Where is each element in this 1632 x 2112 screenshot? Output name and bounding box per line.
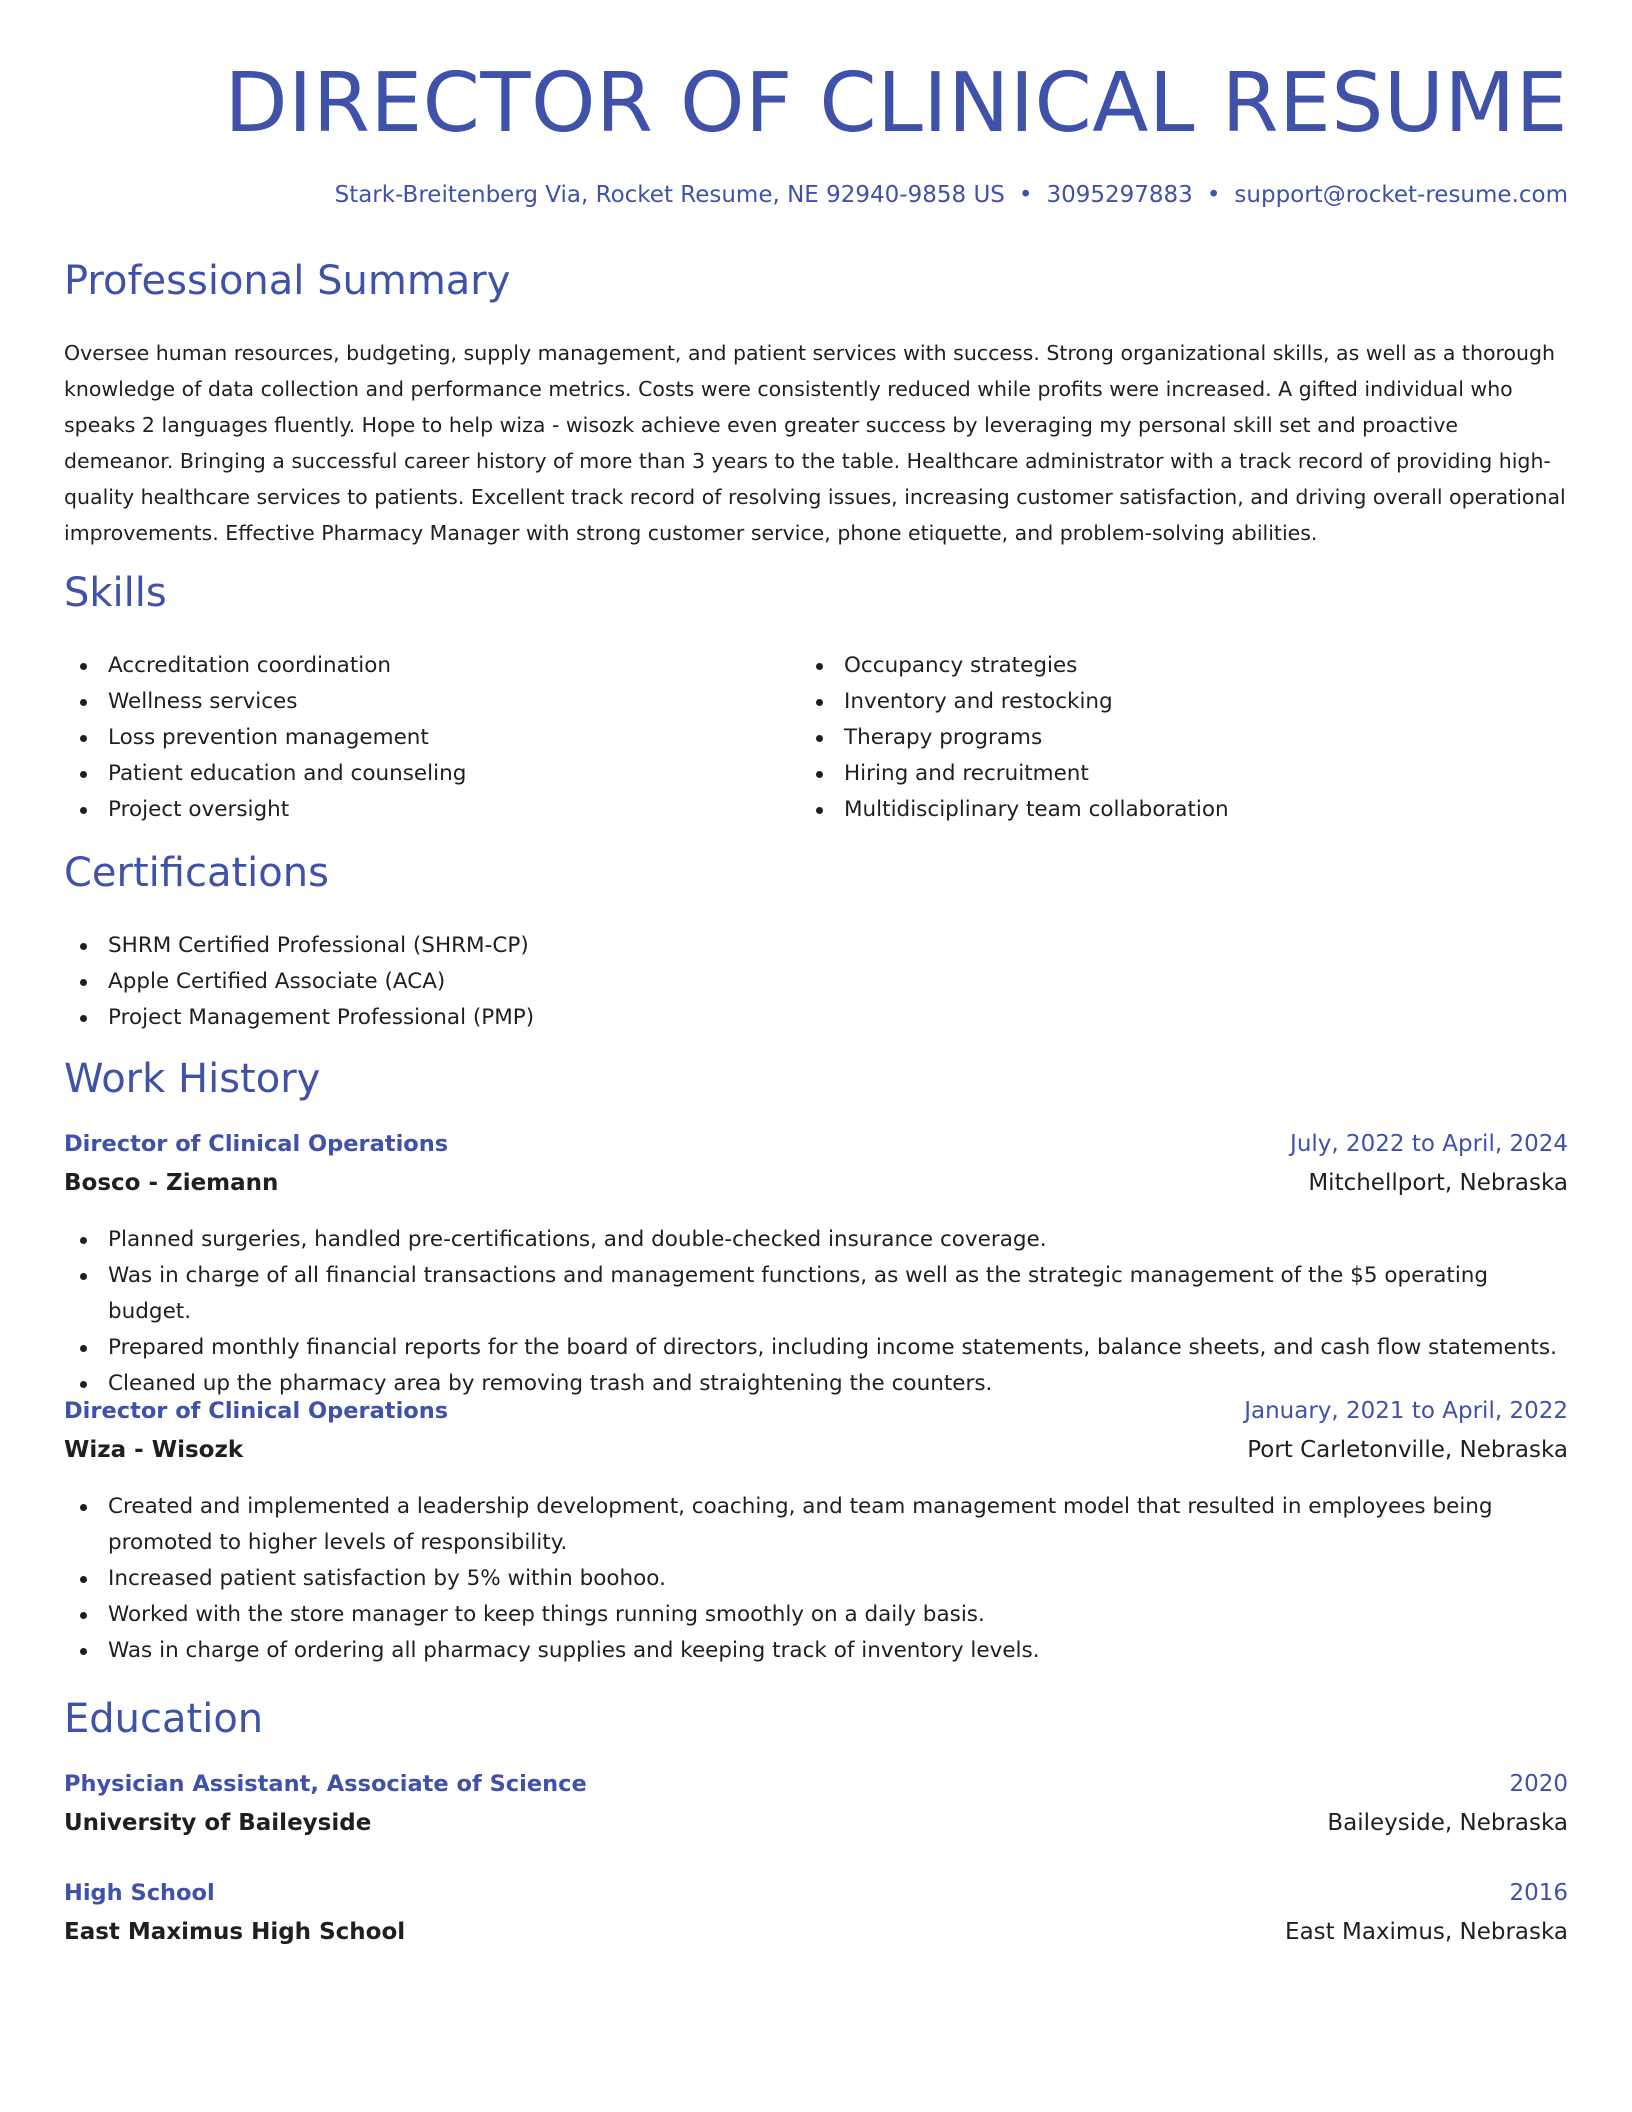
- education-school: East Maximus High School: [64, 1919, 406, 1945]
- job-bullets: [64, 1222, 1568, 1402]
- job-company-row: [64, 1437, 1568, 1463]
- skill-item: Accreditation coordination: [64, 648, 466, 684]
- education-header-row: [64, 1880, 1568, 1906]
- contact-email[interactable]: support@rocket-resume.com: [1234, 182, 1568, 208]
- skill-item: Inventory and restocking: [800, 684, 1229, 720]
- job-bullet: Worked with the store manager to keep things running smoothly on a daily basis.: [64, 1597, 1568, 1633]
- contact-separator: •: [1206, 182, 1221, 208]
- skills-heading: Skills: [64, 570, 167, 616]
- job-bullets: [64, 1489, 1568, 1669]
- education-year: 2020: [1509, 1771, 1568, 1797]
- contact-line: [64, 182, 1568, 208]
- job-company: Wiza - Wisozk: [64, 1437, 244, 1463]
- education-degree: High School: [64, 1880, 215, 1906]
- skill-item: Therapy programs: [800, 720, 1229, 756]
- contact-separator: •: [1018, 182, 1033, 208]
- education-school-row: [64, 1919, 1568, 1945]
- job-title: Director of Clinical Operations: [64, 1131, 449, 1157]
- education-school: University of Baileyside: [64, 1810, 372, 1836]
- job-dates: January, 2021 to April, 2022: [1244, 1398, 1568, 1424]
- education-year: 2016: [1509, 1880, 1568, 1906]
- education-heading: Education: [64, 1696, 264, 1742]
- skill-item: Wellness services: [64, 684, 466, 720]
- job-title: Director of Clinical Operations: [64, 1398, 449, 1424]
- skill-item: Hiring and recruitment: [800, 756, 1229, 792]
- certification-item: Apple Certified Associate (ACA): [64, 964, 534, 1000]
- job-bullet: Created and implemented a leadership development, coaching, and team management model that resulted in employees being promoted to higher levels of responsibility.: [64, 1489, 1568, 1561]
- job-company-row: [64, 1170, 1568, 1196]
- job-header-row: [64, 1398, 1568, 1424]
- summary-heading: Professional Summary: [64, 258, 511, 304]
- job-bullet: Prepared monthly financial reports for the board of directors, including income statements, balance sheets, and cash flow statements.: [64, 1330, 1568, 1366]
- education-location: Baileyside, Nebraska: [1327, 1810, 1568, 1836]
- job-header-row: [64, 1131, 1568, 1157]
- skills-list-right: [800, 648, 1229, 828]
- skill-item: Occupancy strategies: [800, 648, 1229, 684]
- job-location: Mitchellport, Nebraska: [1308, 1170, 1568, 1196]
- resume-header: [64, 56, 1568, 208]
- job-bullet: Increased patient satisfaction by 5% within boohoo.: [64, 1561, 1568, 1597]
- skill-item: Multidisciplinary team collaboration: [800, 792, 1229, 828]
- skill-item: Project oversight: [64, 792, 466, 828]
- job-dates: July, 2022 to April, 2024: [1290, 1131, 1568, 1157]
- job-bullet: Cleaned up the pharmacy area by removing trash and straightening the counters.: [64, 1366, 1568, 1402]
- job-bullet: Was in charge of ordering all pharmacy supplies and keeping track of inventory levels.: [64, 1633, 1568, 1669]
- job-location: Port Carletonville, Nebraska: [1247, 1437, 1568, 1463]
- summary-text: Oversee human resources, budgeting, supply management, and patient services with success. Strong organizational skills, as well as a thorough knowledge of data collection and performance metrics. Costs were consistently reduced while profits were increased. A gifted individual who speaks 2 languages fluently. Hope to help wiza - wisozk achieve even greater success by leveraging my personal skill set and proactive demeanor. Bringing a successful career history of more than 3 years to the table. Healthcare administrator with a track record of providing high-quality healthcare services to patients. Excellent track record of resolving issues, increasing customer satisfaction, and driving overall operational improvements. Effective Pharmacy Manager with strong customer service, phone etiquette, and problem-solving abilities.: [64, 341, 1566, 545]
- certification-item: Project Management Professional (PMP): [64, 1000, 534, 1036]
- education-degree: Physician Assistant, Associate of Science: [64, 1771, 587, 1797]
- education-school-row: [64, 1810, 1568, 1836]
- contact-phone: 3095297883: [1046, 182, 1193, 208]
- job-company: Bosco - Ziemann: [64, 1170, 279, 1196]
- skill-item: Patient education and counseling: [64, 756, 466, 792]
- skills-list-left: [64, 648, 466, 828]
- job-bullet: Was in charge of all financial transactions and management functions, as well as the strategic management of the $5 operating budget.: [64, 1258, 1568, 1330]
- education-location: East Maximus, Nebraska: [1285, 1919, 1568, 1945]
- education-header-row: [64, 1771, 1568, 1797]
- job-bullet: Planned surgeries, handled pre-certifications, and double-checked insurance coverage.: [64, 1222, 1568, 1258]
- certifications-heading: Certifications: [64, 850, 329, 896]
- skill-item: Loss prevention management: [64, 720, 466, 756]
- contact-address: Stark-Breitenberg Via, Rocket Resume, NE 92940-9858 US: [334, 182, 1005, 208]
- certification-item: SHRM Certified Professional (SHRM-CP): [64, 928, 534, 964]
- certifications-list: [64, 928, 534, 1036]
- work-history-heading: Work History: [64, 1056, 321, 1102]
- page-title: DIRECTOR OF CLINICAL RESUME: [224, 56, 1568, 151]
